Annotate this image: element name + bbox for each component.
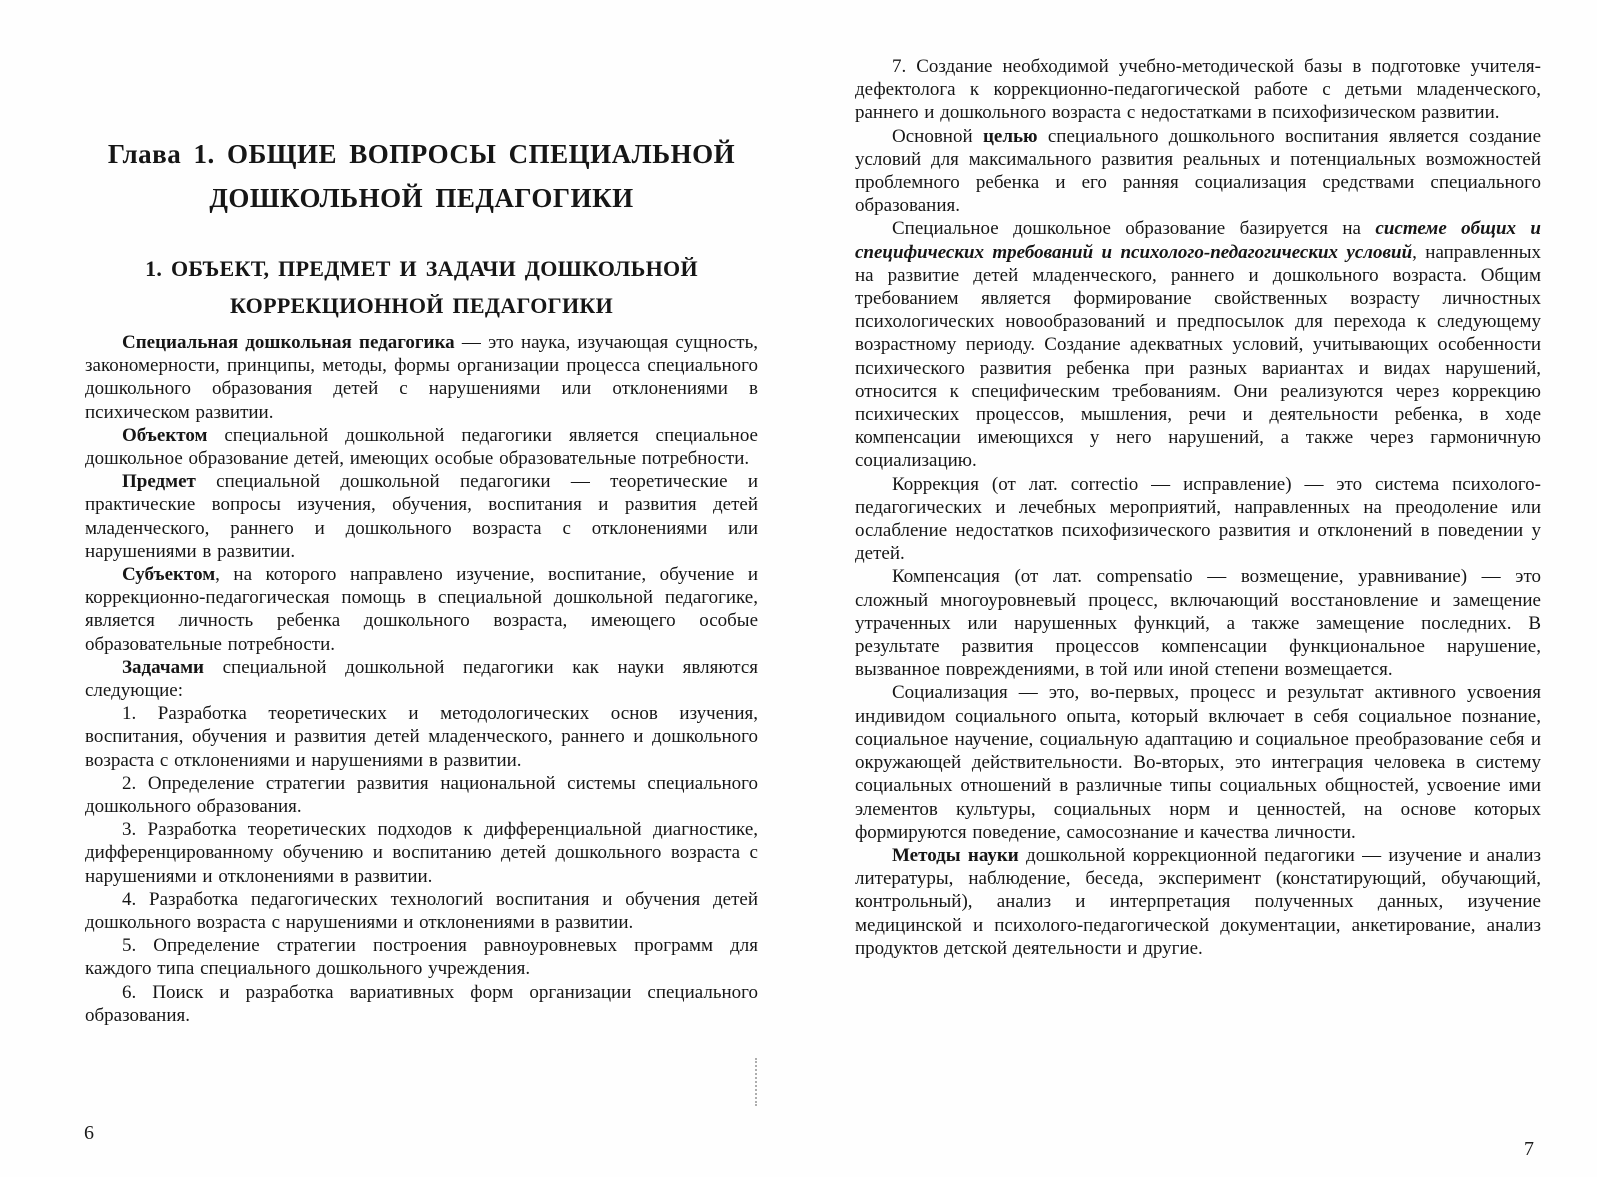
emphasized-text-run: Предмет — [122, 471, 196, 493]
text-run: Социализация — это, во-первых, процесс и результат активного усвоения индивидом социального опыта, который включает в себя социальное познание, социальное научение, социальную адаптацию и социальное преобразование себя и окружающей действительности. Во-вторых, это интеграция человека в систему социальных отношений в различные типы социальных общностей, усвоение ими элементов культуры, социальных норм и ценностей, на основе которых формируются поведение, самосознание и качества личности. — [855, 682, 1541, 843]
emphasized-text-run: целью — [982, 125, 1038, 147]
text-run: дошкольной коррекционной педагогики — изучение и анализ литературы, наблюдение, беседа, эксперимент (констатирующий, обучающий, контрольный), анализ и интерпретация полученных данных, изучение медицинской и психолого-педагогической документации, анкетирование, анализ продуктов детской деятельности и другие. — [855, 844, 1541, 959]
paragraph — [85, 818, 758, 888]
paragraph — [855, 844, 1541, 960]
text-run: — это наука, изучающая сущность, закономерности, принципы, методы, формы организации процесса специального дошкольного образования детей с нарушениями или отклонениями в психическом развитии. — [85, 332, 759, 423]
text-run: 2. Определение стратегии развития национальной системы специального дошкольного образования. — [85, 772, 758, 818]
emphasized-text-run: системе общих и специфических требований и психолого-педагогических условий — [855, 218, 1541, 263]
text-run: 3. Разработка теоретических подходов к дифференциальной диагностике, дифференцированному обучению и воспитанию детей дошкольного возраста с нарушениями и отклонениями в развитии. — [85, 819, 758, 887]
paragraph — [85, 702, 758, 772]
right-page-body — [855, 55, 1541, 960]
page-number-left: 6 — [84, 1122, 94, 1144]
emphasized-text-run: Задачами — [122, 656, 204, 678]
paragraph — [855, 473, 1541, 566]
text-run: Основной — [892, 125, 983, 147]
emphasized-text-run: Специальная дошкольная педагогика — [122, 332, 455, 353]
scan-artifact — [755, 1058, 757, 1106]
text-run: специальной дошкольной педагогики является специальное дошкольное образование детей, имеющих особые образовательные потребности. — [85, 424, 758, 470]
text-run: специального дошкольного воспитания является создание условий для максимального развития реальных и потенциальных возможностей проблемного ребенка и его ранняя социализация средствами специального образования. — [855, 125, 1541, 217]
paragraph — [85, 563, 758, 656]
text-run: , на которого направлено изучение, воспитание, обучение и коррекционно-педагогическая помощь в специальной дошкольной педагогике, является личность ребенка дошкольного возраста, имеющего особые образовательные потребности. — [85, 564, 758, 655]
left-page-body — [85, 331, 758, 1027]
text-run: , направленных на развитие детей младенческого, раннего и дошкольного возраста. Общим требованием является формирование свойственных возрасту личностных психологических новообразований и предпосылок для перехода к следующему возрастному периоду. Создание адекватных условий, учитывающих особенности психического развития ребенка при разных вариантах и видах нарушений, относится к специфическим требованиям. Они реализуются через коррекцию психических процессов, мышления, речи и деятельности ребенка, в ходе компенсации имеющихся у него нарушений, а также через гармоничную социализацию. — [855, 241, 1541, 472]
chapter-title: Глава 1. ОБЩИЕ ВОПРОСЫ СПЕЦИАЛЬНОЙ ДОШКОЛЬНОЙ ПЕДАГОГИКИ — [107, 139, 736, 213]
paragraph — [85, 981, 758, 1027]
text-run: Компенсация (от лат. compensatio — возмещение, уравнивание) — это сложный многоуровневый процесс, включающий восстановление и замещение утраченных или нарушенных функций, а также замещение последних. В результате развития процессов компенсации функциональное нарушение, вызванное повреждениями, в той или иной степени возмещается. — [855, 566, 1541, 681]
paragraph — [85, 656, 758, 702]
text-run: 5. Определение стратегии построения равноуровневых программ для каждого типа специального дошкольного учреждения. — [85, 935, 758, 980]
emphasized-text-run: Объектом — [122, 424, 208, 446]
page-right — [855, 55, 1541, 960]
text-run: Коррекция (от лат. correctio — исправление) — это система психолого-педагогических и лечебных мероприятий, направленных на преодоление или ослабление недостатков психофизического развития и отклонений в поведении у детей. — [855, 473, 1541, 565]
paragraph — [85, 424, 758, 470]
paragraph — [855, 565, 1541, 681]
text-run: 1. Разработка теоретических и методологических основ изучения, воспитания, обучения и развития детей младенческого, раннего и дошкольного возраста с отклонениями и нарушениями в развитии. — [85, 703, 758, 771]
text-run: 4. Разработка педагогических технологий воспитания и обучения детей дошкольного возраста с нарушениями и отклонениями в развитии. — [85, 888, 758, 934]
page-left — [85, 0, 758, 1027]
page-number-right: 7 — [1524, 1138, 1534, 1160]
paragraph — [855, 55, 1541, 125]
emphasized-text-run: Методы науки — [892, 844, 1019, 866]
paragraph — [85, 934, 758, 980]
text-run: Специальное дошкольное образование базируется на — [892, 218, 1376, 240]
text-run: 7. Создание необходимой учебно-методической базы в подготовке учителя-дефектолога к коррекционно-педагогической работе с детьми младенческого, раннего и дошкольного возраста с недостатками в психофизическом развитии. — [855, 56, 1541, 124]
paragraph — [85, 470, 758, 563]
text-run: специальной дошкольной педагогики — теоретические и практические вопросы изучения, обучения, воспитания и развития детей младенческого, раннего и дошкольного возраста с отклонениями или нарушениями в развитии. — [85, 471, 758, 562]
paragraph — [855, 125, 1541, 218]
paragraph — [855, 217, 1541, 472]
text-run: 6. Поиск и разработка вариативных форм организации специального образования. — [85, 981, 758, 1026]
section-title: 1. ОБЪЕКТ, ПРЕДМЕТ И ЗАДАЧИ ДОШКОЛЬНОЙ КОРРЕКЦИОННОЙ ПЕДАГОГИКИ — [145, 256, 698, 318]
paragraph — [85, 772, 758, 818]
paragraph — [85, 331, 758, 424]
paragraph — [855, 681, 1541, 843]
text-run: специальной дошкольной педагогики как науки являются следующие: — [85, 656, 758, 702]
paragraph — [85, 888, 758, 934]
emphasized-text-run: Субъектом — [122, 564, 216, 586]
